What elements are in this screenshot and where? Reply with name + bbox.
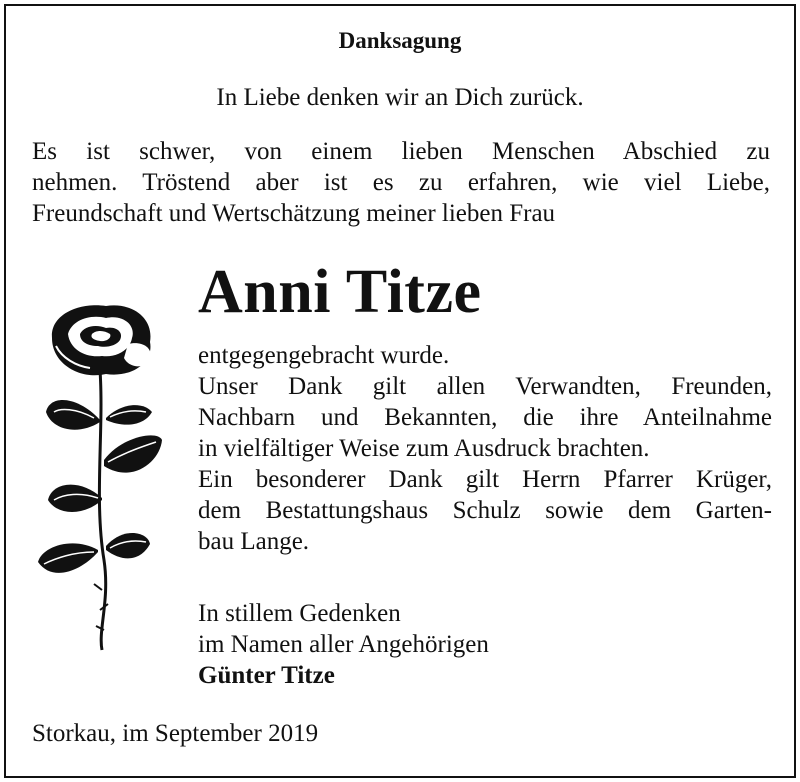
closing-line: In stillem Gedenken [198,600,401,627]
notice-heading: Danksagung [338,28,462,53]
intro-paragraph [32,136,770,229]
signature: Günter Titze [198,662,335,689]
rose-leaf [38,543,98,573]
body-line: Ein besonderer Dank gilt Herrn Pfarrer Krüger, [198,466,772,493]
body-line: Unser Dank gilt allen Verwandten, Freunden, [198,373,772,400]
intro-line: Es ist schwer, von einem lieben Menschen Abschied zu [32,138,770,165]
notice-subheading: In Liebe denken wir an Dich zurück. [216,84,584,111]
rose-leaf [104,435,162,472]
place-date: Storkau, im September 2019 [32,720,319,747]
closing-block [198,598,489,691]
intro-line: Freundschaft und Wertschätzung meiner lieben Frau [32,200,556,227]
rose-icon [32,300,172,660]
body-line: dem Bestattungshaus Schulz sowie dem Garten- [198,497,772,524]
closing-line: im Namen aller Angehörigen [198,631,489,658]
rose-bloom [52,305,151,375]
body-line: Nachbarn und Bekannten, die ihre Anteilnahme [198,404,772,431]
body-line: bau Lange. [198,528,310,555]
deceased-name: Anni Titze [198,258,482,326]
body-line: in vielfältiger Weise zum Ausdruck brachten. [198,435,650,462]
rose-leaf [106,533,150,558]
thanks-paragraph [198,340,772,557]
rose-leaf [46,400,100,430]
body-line: entgegengebracht wurde. [198,342,450,369]
intro-line: nehmen. Tröstend aber ist es zu erfahren, wie viel Liebe, [32,169,770,196]
